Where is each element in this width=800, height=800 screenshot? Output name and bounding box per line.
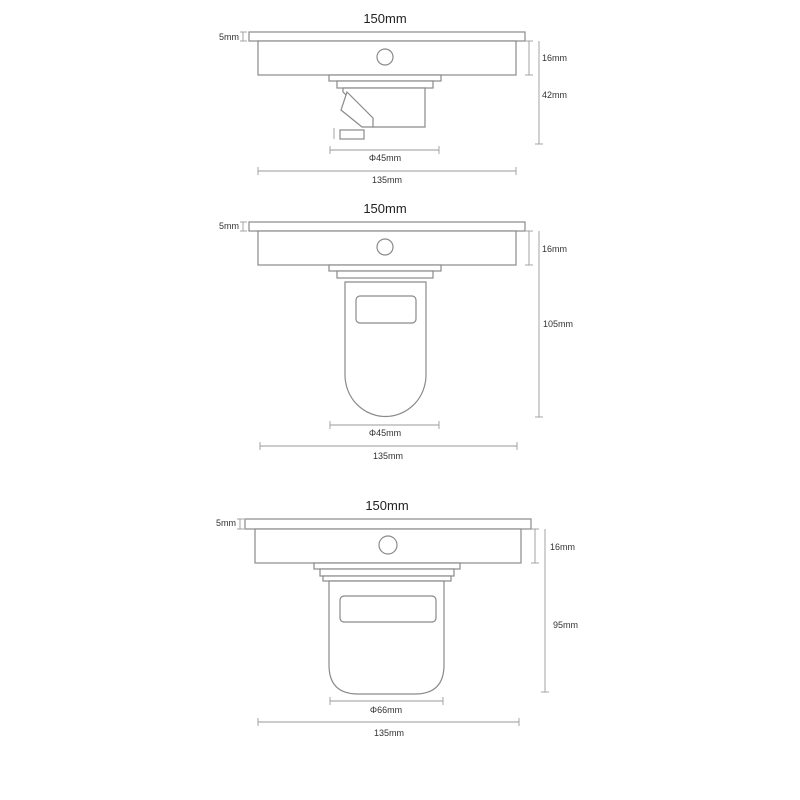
body-height-label: 16mm [550, 542, 576, 552]
top-plate [245, 519, 531, 529]
total-height-label: 42mm [542, 90, 568, 100]
total-height-label: 105mm [543, 319, 574, 329]
neck-ring [314, 563, 460, 569]
neck-step [320, 569, 454, 576]
neck-lip [323, 576, 451, 581]
outlet-tip [340, 130, 364, 139]
pipe-diameter-label: Φ45mm [368, 428, 402, 438]
plate-thickness-label: 5mm [216, 518, 236, 528]
top-plate [249, 32, 525, 41]
neck-ring [329, 265, 441, 271]
trap-window [340, 596, 436, 622]
width-label: 150mm [363, 11, 407, 26]
plate-thickness-label: 5mm [219, 221, 239, 231]
center-hole [379, 536, 397, 554]
base-width-label: 135mm [373, 728, 405, 738]
top-plate [249, 222, 525, 231]
total-height-label: 95mm [553, 620, 579, 630]
neck-step [337, 271, 433, 278]
pipe-diameter-label: Φ45mm [368, 153, 402, 163]
neck-step [337, 81, 433, 88]
center-hole [377, 49, 393, 65]
body-height-label: 16mm [542, 244, 568, 254]
drain-diagram-1 [219, 11, 567, 185]
center-hole [377, 239, 393, 255]
body-height-label: 16mm [542, 53, 568, 63]
trap-window [356, 296, 416, 323]
width-label: 150mm [365, 498, 409, 513]
plate-thickness-label: 5mm [219, 32, 239, 42]
pipe-diameter-label: Φ66mm [369, 705, 403, 715]
base-width-label: 135mm [372, 451, 404, 461]
base-width-label: 135mm [371, 175, 403, 185]
neck-ring [329, 75, 441, 81]
drain-diagram-2 [219, 201, 573, 461]
width-label: 150mm [363, 201, 407, 216]
drain-diagram-3 [216, 498, 578, 738]
